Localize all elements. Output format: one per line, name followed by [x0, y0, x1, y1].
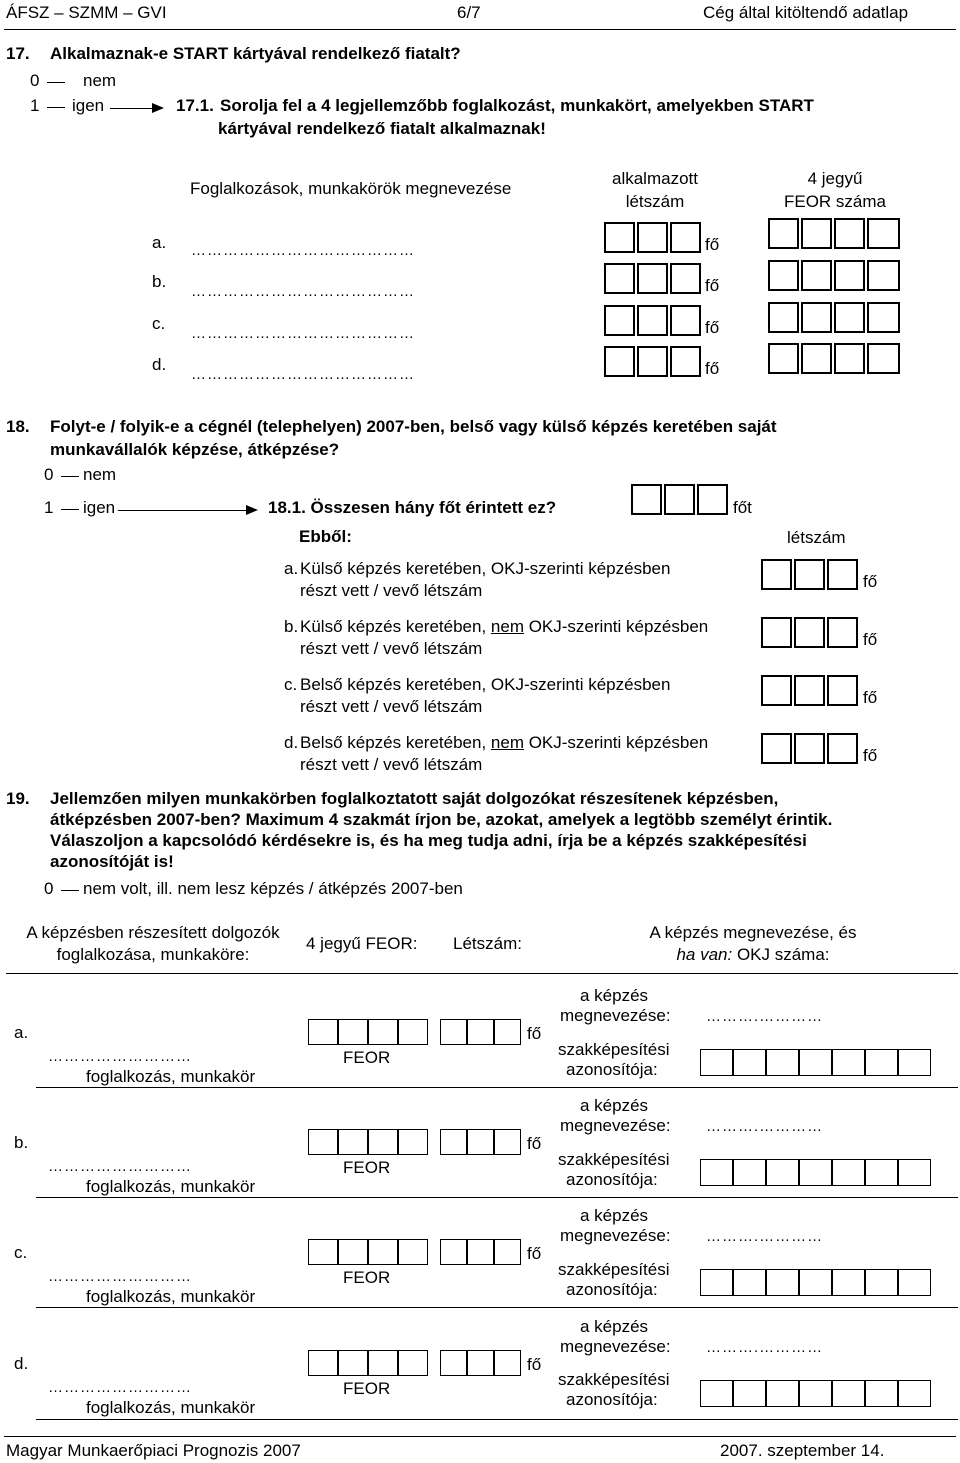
q18-line1: Folyt-e / folyik-e a cégnél (telephelyen) 2007-ben, belső vagy külső képzés keretében saját [50, 417, 777, 436]
q17-arrow [110, 108, 162, 109]
q19-feor-box[interactable] [338, 1350, 368, 1376]
q18-item-letter: a. [284, 559, 299, 578]
q17-row-dots: …………………………………… [191, 366, 415, 383]
q19-okj-box[interactable] [832, 1159, 865, 1186]
q19-name-dots: ……….………… [706, 1118, 824, 1135]
q19-feor-box[interactable] [338, 1019, 368, 1045]
q19-okj-box[interactable] [733, 1159, 766, 1186]
q18-total-box[interactable] [697, 484, 728, 515]
q18-item-pre: Belső képzés keretében, [300, 733, 491, 752]
q19-okj-box[interactable] [700, 1269, 733, 1296]
q18-item-box[interactable] [794, 559, 825, 590]
q18-item-letter: d. [284, 733, 299, 752]
q18-letszam-label: létszám [787, 528, 846, 547]
q19-row-letter: b. [14, 1133, 29, 1152]
q19-headcount-box[interactable] [494, 1350, 521, 1376]
q17-feor-box[interactable] [834, 302, 865, 333]
q17-feor-box[interactable] [801, 343, 832, 374]
q18-item-line2: részt vett / vevő létszám [300, 581, 483, 600]
q17-feor-box[interactable] [768, 218, 799, 249]
q19-feor-box[interactable] [398, 1350, 428, 1376]
q19-feor-box[interactable] [368, 1239, 398, 1265]
q19-id-label-2: azonosítója: [566, 1060, 658, 1079]
q19-id-label-2: azonosítója: [566, 1280, 658, 1299]
q19-okj-box[interactable] [799, 1380, 832, 1407]
q17-sub-line1: Sorolja fel a 4 legjellemzőbb foglalkozást, munkakört, amelyekben START [220, 96, 814, 115]
q17-headcount-box[interactable] [637, 263, 668, 294]
header-page-number: 6/7 [457, 3, 481, 22]
q17-row-dots: …………………………………… [191, 325, 415, 342]
q17-col-occupations: Foglalkozások, munkakörök megnevezése [190, 179, 512, 198]
q18-item-line1 [300, 733, 708, 753]
q19-id-label-2: azonosítója: [566, 1390, 658, 1409]
q19-row-letter: a. [14, 1023, 29, 1042]
q19-feor-label: FEOR [343, 1268, 391, 1287]
q19-id-label-1: szakképesítési [558, 1040, 670, 1059]
q17-row-unit: fő [705, 359, 720, 378]
q19-line1: Jellemzően milyen munkakörben foglalkoztatott saját dolgozókat részesítenek képzésben, [50, 789, 779, 808]
q18-item-neg: nem [490, 733, 524, 752]
q19-okj-box[interactable] [832, 1380, 865, 1407]
q17-feor-box[interactable] [867, 343, 900, 374]
q18-item-post: OKJ-szerinti képzésben [490, 559, 671, 578]
q18-opt0-dash [61, 476, 79, 477]
q18-opt1-label: igen [83, 498, 116, 517]
q19-id-label-1: szakképesítési [558, 1260, 670, 1279]
q19-feor-box[interactable] [368, 1019, 398, 1045]
q19-header-rule [6, 973, 958, 974]
q17-feor-box[interactable] [867, 218, 900, 249]
q17-row-letter: b. [152, 272, 167, 291]
q19-feor-box[interactable] [398, 1239, 428, 1265]
q17-opt1-code: 1 [30, 96, 40, 115]
q18-item-post: OKJ-szerinti képzésben [523, 617, 709, 636]
q17-row-letter: a. [152, 233, 167, 252]
q19-headcount-box[interactable] [467, 1019, 494, 1045]
q19-okj-box[interactable] [700, 1159, 733, 1186]
q17-sub-line2: kártyával rendelkező fiatalt alkalmaznak! [218, 119, 546, 138]
q19-row-letter: d. [14, 1354, 29, 1373]
q19-row-dots: ……………………… [48, 1048, 192, 1065]
q19-occupation-label: foglalkozás, munkakör [86, 1177, 256, 1196]
q19-okj-box[interactable] [865, 1269, 898, 1296]
q18-item-unit: fő [863, 746, 878, 765]
q19-okj-box[interactable] [832, 1269, 865, 1296]
q17-row-letter: d. [152, 355, 167, 374]
q17-row-unit: fő [705, 318, 720, 337]
q19-name-dots: ……….………… [706, 1339, 824, 1356]
q19-id-label-1: szakképesítési [558, 1150, 670, 1169]
q19-okj-box[interactable] [898, 1269, 931, 1296]
q17-row-dots: …………………………………… [191, 242, 415, 259]
q17-headcount-box[interactable] [670, 346, 701, 377]
q19-okj-box[interactable] [766, 1380, 799, 1407]
q19-name-label-2: megnevezése: [560, 1116, 671, 1135]
q19-col4-line1: A képzés megnevezése, és [649, 923, 857, 942]
q18-item-box[interactable] [794, 675, 825, 706]
q19-okj-box[interactable] [733, 1269, 766, 1296]
q19-col1-line1: A képzésben részesített dolgozók [26, 923, 280, 942]
q18-item-letter: b. [284, 617, 299, 636]
q17-opt0-code: 0 [30, 71, 40, 90]
q19-name-label-1: a képzés [580, 1317, 649, 1336]
q17-feor-box[interactable] [768, 302, 799, 333]
q19-row-rule [36, 1197, 958, 1198]
q19-row-rule [36, 1419, 958, 1420]
q17-feor-box[interactable] [867, 260, 900, 291]
q18-item-box[interactable] [761, 675, 792, 706]
q18-item-post: OKJ-szerinti képzésben [523, 733, 709, 752]
q19-name-label-1: a képzés [580, 986, 649, 1005]
q19-okj-box[interactable] [865, 1380, 898, 1407]
q19-okj-box[interactable] [799, 1049, 832, 1076]
q19-occupation-label: foglalkozás, munkakör [86, 1287, 256, 1306]
q17-title: Alkalmaznak-e START kártyával rendelkező fiatalt? [50, 44, 461, 63]
q19-feor-box[interactable] [368, 1129, 398, 1155]
q17-feor-box[interactable] [834, 343, 865, 374]
q19-opt0-label: nem volt, ill. nem lesz képzés / átképzés 2007-ben [83, 879, 463, 898]
q18-item-box[interactable] [761, 617, 792, 648]
q19-feor-box[interactable] [308, 1129, 338, 1155]
q19-okj-box[interactable] [766, 1049, 799, 1076]
q17-col-feor-1: 4 jegyű [807, 169, 863, 188]
q19-headcount-box[interactable] [467, 1129, 494, 1155]
footer-rule [4, 1436, 956, 1437]
q19-headcount-box[interactable] [494, 1129, 521, 1155]
q18-total-box[interactable] [631, 484, 662, 515]
header-rule [4, 29, 956, 30]
q17-opt0-label: nem [83, 71, 117, 90]
q17-opt1-label: igen [72, 96, 105, 115]
q19-okj-box[interactable] [898, 1049, 931, 1076]
q19-col4-rest: OKJ száma: [732, 945, 830, 964]
q19-okj-box[interactable] [898, 1380, 931, 1407]
header-right: Cég által kitöltendő adatlap [703, 3, 909, 22]
q17-row-unit: fő [705, 276, 720, 295]
footer-right: 2007. szeptember 14. [720, 1441, 885, 1460]
q18-total-box[interactable] [664, 484, 695, 515]
q19-okj-box[interactable] [865, 1159, 898, 1186]
q19-name-label-2: megnevezése: [560, 1226, 671, 1245]
q17-row-unit: fő [705, 235, 720, 254]
q19-headcount-box[interactable] [467, 1350, 494, 1376]
q19-okj-box[interactable] [733, 1049, 766, 1076]
q19-unit: fő [527, 1024, 542, 1043]
q17-col-headcount-2: létszám [625, 192, 685, 211]
q19-feor-box[interactable] [368, 1350, 398, 1376]
q18-item-line2: részt vett / vevő létszám [300, 639, 483, 658]
q19-occupation-label: foglalkozás, munkakör [86, 1398, 256, 1417]
q18-item-box[interactable] [827, 675, 858, 706]
q19-row-letter: c. [14, 1243, 28, 1262]
q17-number: 17. [6, 44, 30, 63]
q17-headcount-box[interactable] [604, 263, 635, 294]
q19-occupation-label: foglalkozás, munkakör [86, 1067, 256, 1086]
q18-sub: 18.1. Összesen hány főt érintett ez? [268, 498, 557, 517]
q17-col-headcount-1: alkalmazott [612, 169, 698, 188]
q18-item-pre: Külső képzés keretében, [300, 559, 491, 578]
q19-opt0-dash [61, 890, 79, 891]
q19-feor-label: FEOR [343, 1158, 391, 1177]
q18-item-box[interactable] [761, 733, 792, 764]
q18-item-line2: részt vett / vevő létszám [300, 697, 483, 716]
q17-headcount-box[interactable] [670, 263, 701, 294]
q19-name-label-2: megnevezése: [560, 1337, 671, 1356]
q17-headcount-box[interactable] [604, 222, 635, 253]
q19-feor-box[interactable] [308, 1239, 338, 1265]
q17-feor-box[interactable] [801, 302, 832, 333]
q17-feor-box[interactable] [834, 260, 865, 291]
q19-okj-box[interactable] [766, 1269, 799, 1296]
q17-feor-box[interactable] [768, 260, 799, 291]
q18-item-pre: Külső képzés keretében, [300, 617, 491, 636]
q19-okj-box[interactable] [733, 1380, 766, 1407]
q19-line2: átképzésben 2007-ben? Maximum 4 szakmát írjon be, azokat, amelyek a legtöbb személyt érintik. [50, 810, 833, 829]
q17-headcount-box[interactable] [604, 346, 635, 377]
q19-okj-box[interactable] [700, 1380, 733, 1407]
q19-feor-label: FEOR [343, 1048, 391, 1067]
q19-row-rule [36, 1307, 958, 1308]
q19-headcount-box[interactable] [494, 1019, 521, 1045]
q19-col4-line2 [608, 945, 898, 965]
q19-feor-box[interactable] [338, 1129, 368, 1155]
q19-okj-box[interactable] [799, 1159, 832, 1186]
q17-headcount-box[interactable] [670, 222, 701, 253]
q19-line3: Válaszoljon a kapcsolódó kérdésekre is, és ha meg tudja adni, írja be a képzés szakképesítési [50, 831, 807, 850]
q19-row-dots: ……………………… [48, 1268, 192, 1285]
q19-okj-box[interactable] [700, 1049, 733, 1076]
q17-headcount-box[interactable] [670, 305, 701, 336]
q18-line2: munkavállalók képzése, átképzése? [50, 440, 340, 459]
q19-okj-box[interactable] [865, 1049, 898, 1076]
q19-unit: fő [527, 1244, 542, 1263]
q19-name-label-2: megnevezése: [560, 1006, 671, 1025]
q18-item-box[interactable] [794, 733, 825, 764]
q18-item-box[interactable] [794, 617, 825, 648]
q18-item-unit: fő [863, 688, 878, 707]
q19-number: 19. [6, 789, 30, 808]
q19-opt0-code: 0 [44, 879, 54, 898]
q19-headcount-box[interactable] [440, 1350, 467, 1376]
q19-headcount-box[interactable] [440, 1239, 467, 1265]
q17-opt1-dash [47, 107, 65, 108]
q18-ebbol: Ebből: [299, 527, 352, 546]
q19-name-label-1: a képzés [580, 1096, 649, 1115]
q18-item-neg: nem [490, 617, 524, 636]
q17-col-feor-2: FEOR száma [783, 192, 887, 211]
q19-okj-box[interactable] [766, 1159, 799, 1186]
q19-headcount-box[interactable] [494, 1239, 521, 1265]
q17-feor-box[interactable] [768, 343, 799, 374]
q18-item-post: OKJ-szerinti képzésben [490, 675, 671, 694]
q19-headcount-box[interactable] [440, 1019, 467, 1045]
q19-feor-box[interactable] [338, 1239, 368, 1265]
q17-headcount-box[interactable] [637, 305, 668, 336]
header-left: ÁFSZ – SZMM – GVI [6, 3, 167, 22]
q18-number: 18. [6, 417, 30, 436]
q18-item-unit: fő [863, 630, 878, 649]
q19-feor-box[interactable] [308, 1350, 338, 1376]
q19-headcount-box[interactable] [440, 1129, 467, 1155]
q18-item-box[interactable] [827, 559, 858, 590]
q18-item-box[interactable] [761, 559, 792, 590]
q18-arrow [118, 510, 256, 511]
q17-feor-box[interactable] [801, 260, 832, 291]
q18-item-box[interactable] [827, 733, 858, 764]
q18-sub-unit: főt [733, 498, 752, 517]
q17-feor-box[interactable] [834, 218, 865, 249]
q19-okj-box[interactable] [799, 1269, 832, 1296]
q17-headcount-box[interactable] [604, 305, 635, 336]
q17-headcount-box[interactable] [637, 222, 668, 253]
q19-col1-line2: foglalkozása, munkaköre: [56, 945, 250, 964]
q18-opt0-label: nem [83, 465, 117, 484]
q17-feor-box[interactable] [867, 302, 900, 333]
q18-item-box[interactable] [827, 617, 858, 648]
q19-id-label-1: szakképesítési [558, 1370, 670, 1389]
q19-unit: fő [527, 1134, 542, 1153]
q17-row-letter: c. [152, 314, 166, 333]
q18-item-line1 [300, 559, 670, 579]
q19-row-dots: ……………………… [48, 1379, 192, 1396]
q17-headcount-box[interactable] [637, 346, 668, 377]
q18-item-line1 [300, 675, 670, 695]
q19-name-label-1: a képzés [580, 1206, 649, 1225]
q17-feor-box[interactable] [801, 218, 832, 249]
q18-item-letter: c. [284, 675, 298, 694]
q19-name-dots: ……….………… [706, 1008, 824, 1025]
q19-col4-italic: ha van: [676, 945, 733, 964]
q19-okj-box[interactable] [832, 1049, 865, 1076]
q18-item-unit: fő [863, 572, 878, 591]
q19-feor-box[interactable] [308, 1019, 338, 1045]
q19-col2: 4 jegyű FEOR: [306, 934, 418, 953]
q17-row-dots: …………………………………… [191, 283, 415, 300]
q18-opt0-code: 0 [44, 465, 54, 484]
q17-sub-number: 17.1. [176, 96, 214, 115]
q18-item-pre: Belső képzés keretében, [300, 675, 491, 694]
q19-col3: Létszám: [453, 934, 522, 953]
q18-item-line2: részt vett / vevő létszám [300, 755, 483, 774]
q19-unit: fő [527, 1355, 542, 1374]
q19-name-dots: ……….………… [706, 1228, 824, 1245]
q18-opt1-dash [61, 509, 79, 510]
q19-feor-label: FEOR [343, 1379, 391, 1398]
q19-okj-box[interactable] [898, 1159, 931, 1186]
q18-item-line1 [300, 617, 708, 637]
q19-row-rule [36, 1087, 958, 1088]
q19-headcount-box[interactable] [467, 1239, 494, 1265]
q17-opt0-dash [47, 82, 65, 83]
q19-line4: azonosítóját is! [50, 852, 174, 871]
q19-row-dots: ……………………… [48, 1158, 192, 1175]
q19-feor-box[interactable] [398, 1019, 428, 1045]
q18-opt1-code: 1 [44, 498, 54, 517]
footer-left: Magyar Munkaerőpiaci Prognozis 2007 [6, 1441, 301, 1460]
q19-id-label-2: azonosítója: [566, 1170, 658, 1189]
q19-feor-box[interactable] [398, 1129, 428, 1155]
